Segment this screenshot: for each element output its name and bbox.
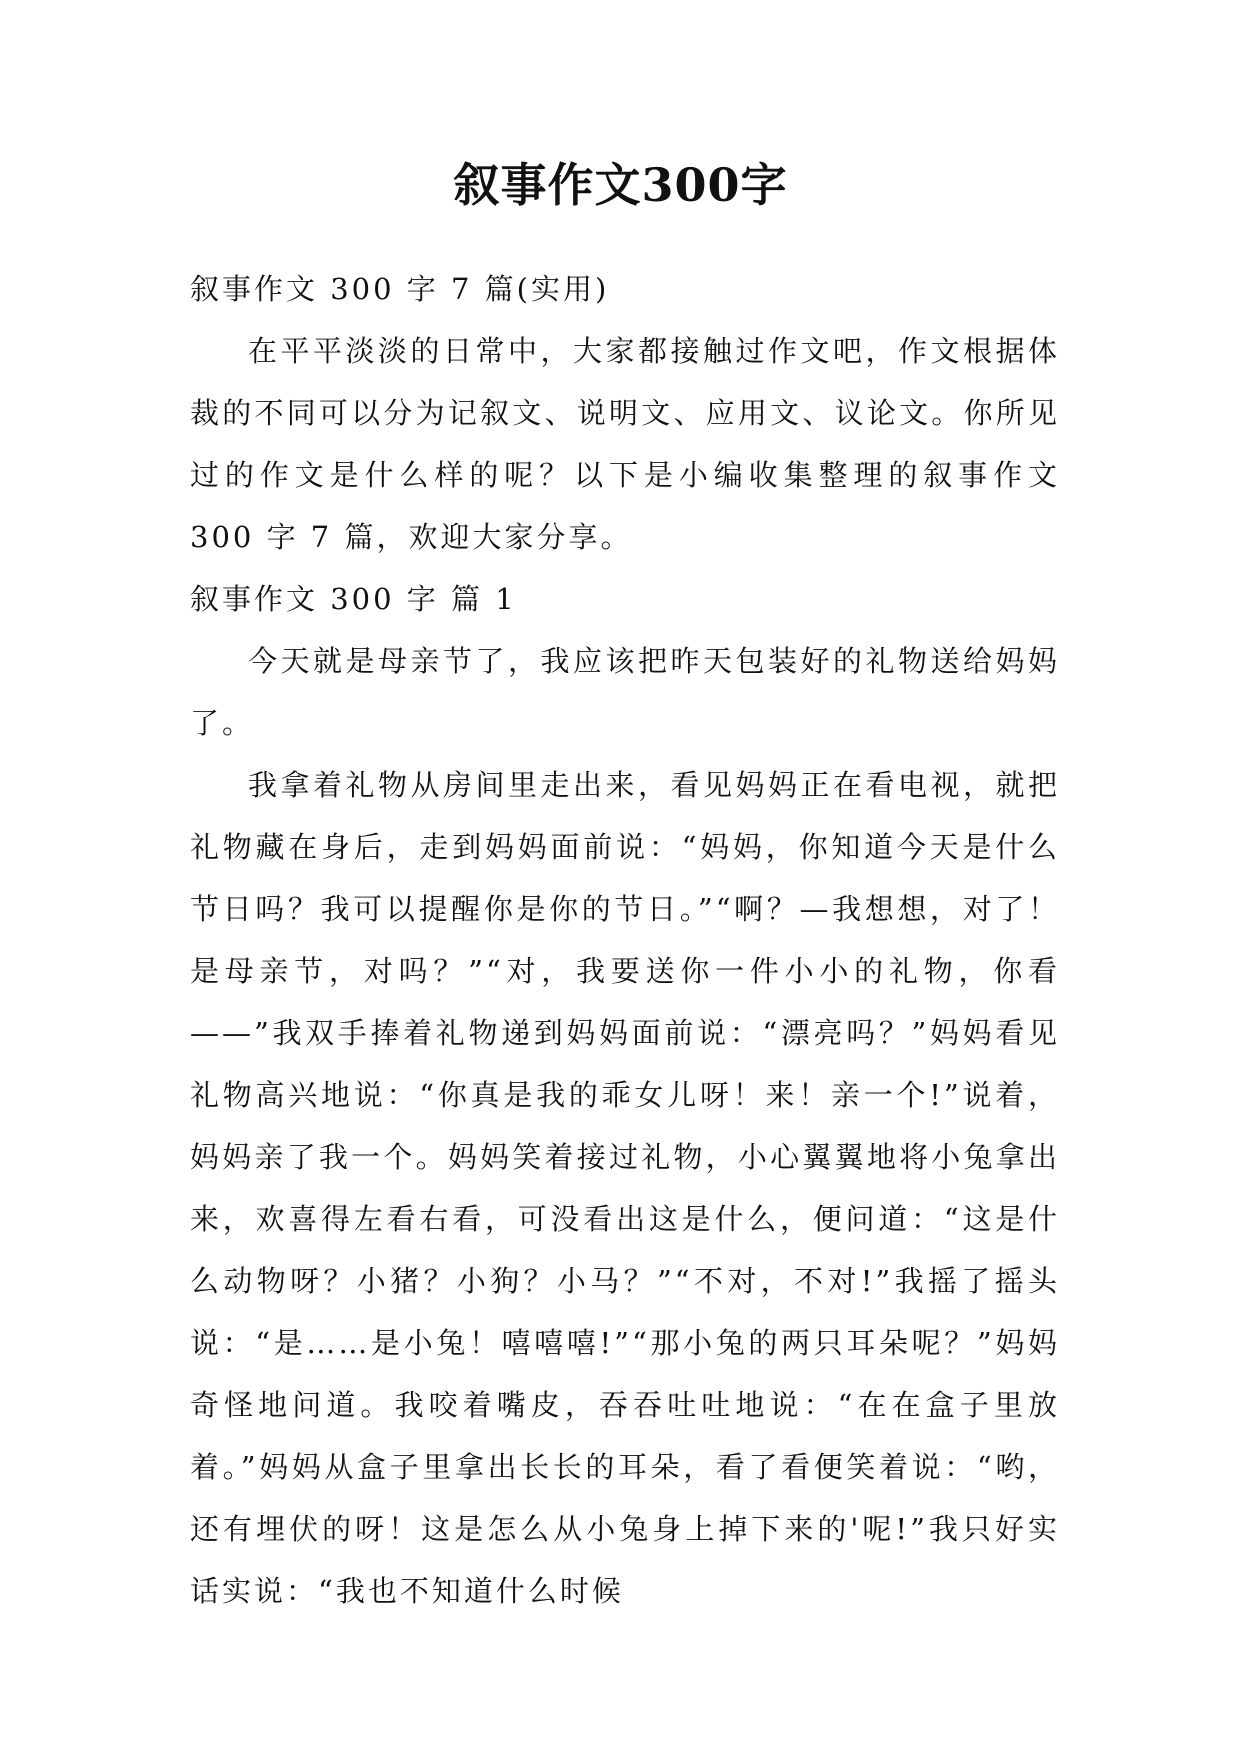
document-body [190, 258, 1060, 1622]
paragraph: 我拿着礼物从房间里走出来，看见妈妈正在看电视，就把礼物藏在身后，走到妈妈面前说：“妈妈，你知道今天是什么节日吗？我可以提醒你是你的节日。”“啊？—我想想，对了！是母亲节，对吗？”“对，我要送你一件小小的礼物，你看——”我双手捧着礼物递到妈妈面前说：“漂亮吗？”妈妈看见礼物高兴地说：“你真是我的乖女儿呀！来！亲一个!”说着，妈妈亲了我一个。妈妈笑着接过礼物，小心翼翼地将小兔拿出来，欢喜得左看右看，可没看出这是什么，便问道：“这是什么动物呀？小猪？小狗？小马？”“不对，不对!”我摇了摇头说：“是……是小兔！嘻嘻嘻!”“那小兔的两只耳朵呢？”妈妈奇怪地问道。我咬着嘴皮，吞吞吐吐地说：“在在盒子里放着。”妈妈从盒子里拿出长长的耳朵，看了看便笑着说：“哟，还有埋伏的呀！这是怎么从小兔身上掉下来的'呢!”我只好实话实说：“我也不知道什么时候 [190, 768, 1060, 1608]
section-heading: 叙事作文 300 字 篇 1 [190, 582, 517, 616]
page-title: 叙事作文300字 [453, 158, 788, 212]
intro-paragraph: 在平平淡淡的日常中，大家都接触过作文吧，作文根据体裁的不同可以分为记叙文、说明文、应用文、议论文。你所见过的作文是什么样的呢？以下是小编收集整理的叙事作文 300 字 7 篇，欢迎大家分享。 [190, 334, 1060, 554]
article-subtitle: 叙事作文 300 字 7 篇(实用) [190, 272, 610, 306]
paragraph: 今天就是母亲节了，我应该把昨天包装好的礼物送给妈妈了。 [190, 644, 1060, 740]
